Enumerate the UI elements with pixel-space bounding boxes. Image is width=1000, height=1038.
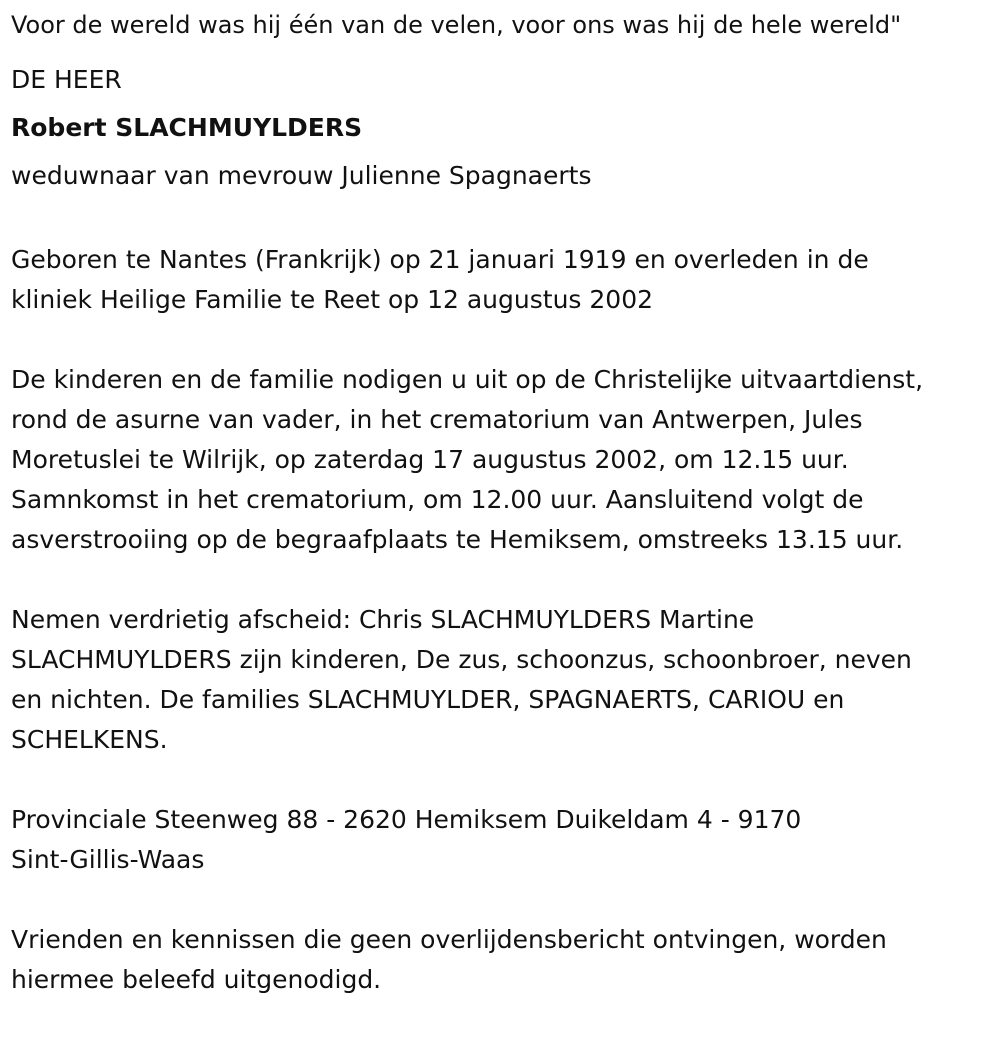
paragraph-line: Vrienden en kennissen die geen overlijdensbericht ontvingen, worden [11, 925, 887, 954]
paragraph-line: De kinderen en de familie nodigen u uit op de Christelijke uitvaartdienst, [11, 365, 924, 394]
spacer [11, 320, 996, 360]
paragraph-line: Samnkomst in het crematorium, om 12.00 uur. Aansluitend volgt de [11, 485, 864, 514]
paragraph-line: Nemen verdrietig afscheid: Chris SLACHMUYLDERS Martine [11, 605, 755, 634]
paragraph-line: kliniek Heilige Familie te Reet op 12 augustus 2002 [11, 285, 654, 314]
farewell-paragraph [11, 600, 996, 760]
opening-quote: Voor de wereld was hij één van de velen, voor ons was hij de hele wereld" [11, 11, 902, 39]
spacer [11, 560, 996, 600]
paragraph-line: Geboren te Nantes (Frankrijk) op 21 januari 1919 en overleden in de [11, 245, 869, 274]
deceased-name: Robert SLACHMUYLDERS [11, 113, 363, 142]
paragraph-line: en nichten. De families SLACHMUYLDER, SPAGNAERTS, CARIOU en [11, 685, 845, 714]
closing-paragraph [11, 920, 996, 1000]
address-paragraph [11, 800, 996, 880]
spacer [11, 880, 996, 920]
paragraph-line: Sint-Gillis-Waas [11, 845, 205, 874]
paragraph-line: SLACHMUYLDERS zijn kinderen, De zus, schoonzus, schoonbroer, neven [11, 645, 912, 674]
service-paragraph [11, 360, 996, 560]
paragraph-line: hiermee beleefd uitgenodigd. [11, 965, 382, 994]
paragraph-line: asverstrooiing op de begraafplaats te Hemiksem, omstreeks 13.15 uur. [11, 525, 904, 554]
relation-line: weduwnaar van mevrouw Julienne Spagnaerts [11, 161, 592, 190]
birth-death-paragraph [11, 240, 996, 320]
obituary-document [11, 0, 996, 1000]
spacer [11, 760, 996, 800]
header-block [11, 56, 996, 200]
spacer [11, 200, 996, 240]
paragraph-line: SCHELKENS. [11, 725, 168, 754]
paragraph-line: Provinciale Steenweg 88 - 2620 Hemiksem Duikeldam 4 - 9170 [11, 805, 802, 834]
title-prefix: DE HEER [11, 65, 122, 94]
paragraph-line: Moretuslei te Wilrijk, op zaterdag 17 augustus 2002, om 12.15 uur. [11, 445, 849, 474]
paragraph-line: rond de asurne van vader, in het crematorium van Antwerpen, Jules [11, 405, 863, 434]
